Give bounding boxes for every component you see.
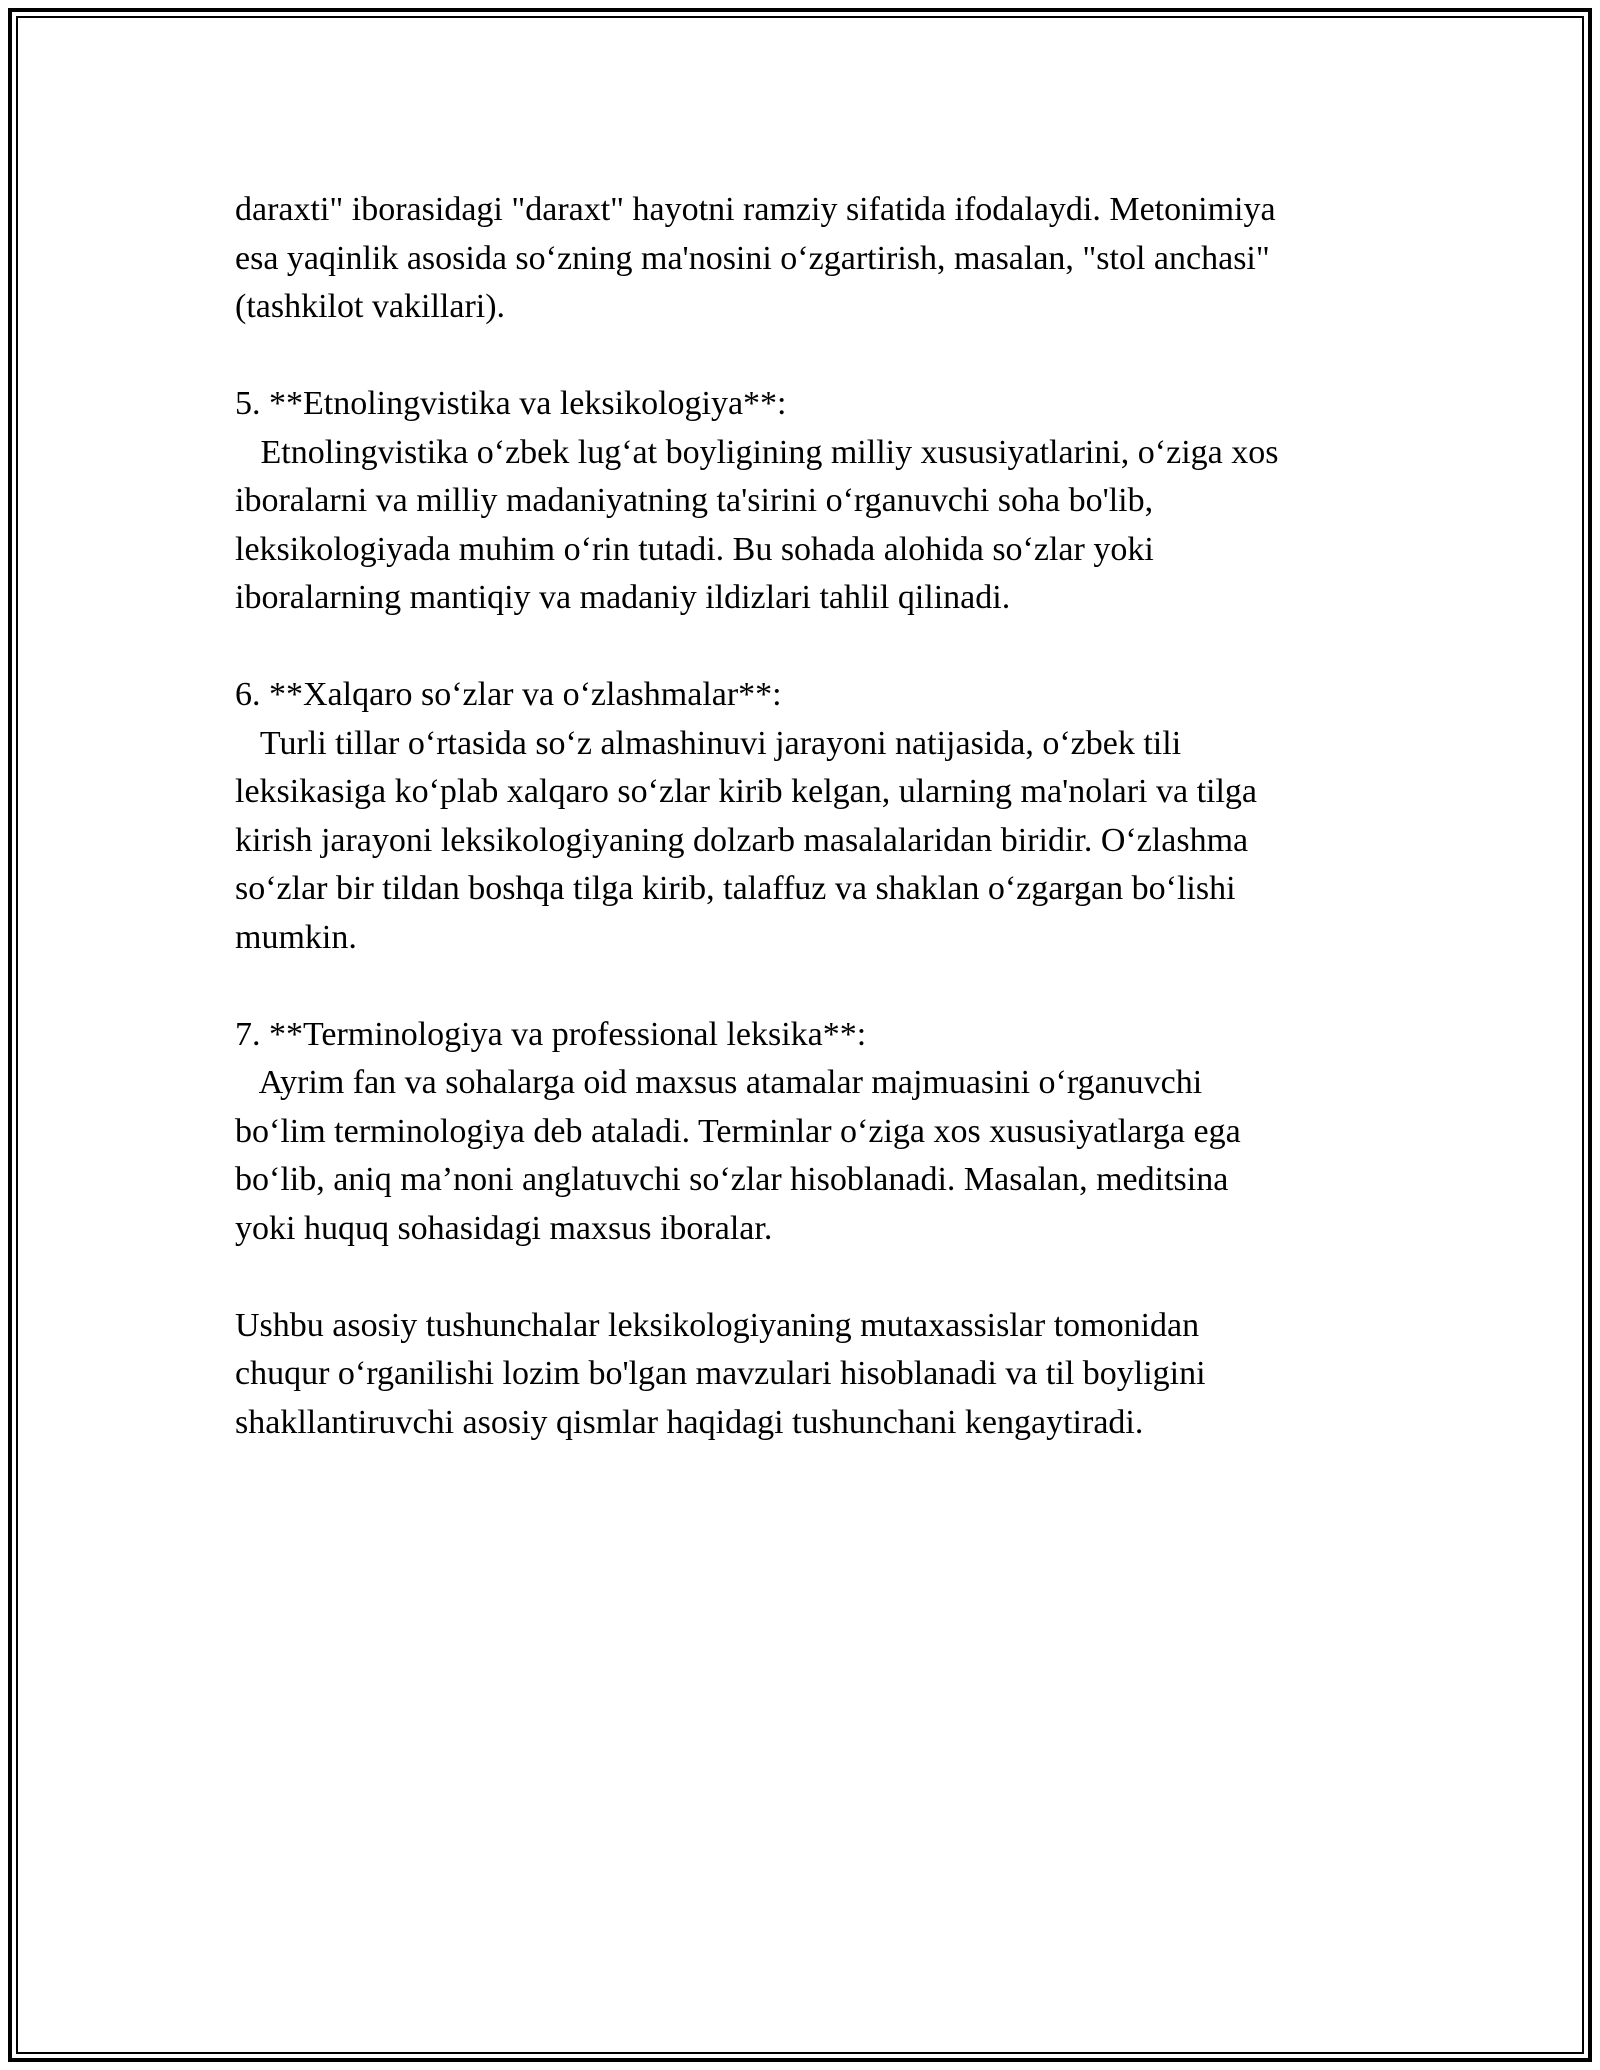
section-heading: 7. **Terminologiya va professional leksika**: [235, 1015, 867, 1053]
paragraph-line: daraxti" iborasidagi "daraxt" hayotni ramziy sifatida ifodalaydi. Metonimiya [235, 191, 1276, 228]
section-5 [235, 380, 1395, 623]
intro-paragraph [235, 186, 1395, 332]
paragraph-line: Ushbu asosiy tushunchalar leksikologiyaning mutaxassislar tomonidan [235, 1306, 1200, 1344]
paragraph-line: leksikologiyada muhim o‘rin tutadi. Bu sohada alohida so‘zlar yoki [235, 530, 1154, 568]
paragraph-line: Etnolingvistika o‘zbek lug‘at boyligining milliy xususiyatlarini, o‘ziga xos [235, 433, 1279, 471]
paragraph-line: chuqur o‘rganilishi lozim bo'lgan mavzulari hisoblanadi va til boyligini [235, 1355, 1206, 1392]
paragraph-line: kirish jarayoni leksikologiyaning dolzarb masalalaridan biridir. O‘zlashma [235, 821, 1249, 859]
paragraph-line: Turli tillar o‘rtasida so‘z almashinuvi jarayoni natijasida, o‘zbek tili [235, 724, 1182, 762]
section-7 [235, 1011, 1395, 1254]
section-heading: 5. **Etnolingvistika va leksikologiya**: [235, 385, 787, 422]
paragraph-line: (tashkilot vakillari). [235, 288, 506, 325]
paragraph-line: Ayrim fan va sohalarga oid maxsus atamalar majmuasini o‘rganuvchi [235, 1064, 1203, 1101]
paragraph-line: yoki huquq sohasidagi maxsus iboralar. [235, 1209, 773, 1247]
paragraph-line: iboralarni va milliy madaniyatning ta'sirini o‘rganuvchi soha bo'lib, [235, 482, 1154, 519]
paragraph-line: mumkin. [235, 918, 357, 956]
document-body [235, 186, 1395, 1496]
paragraph-line: esa yaqinlik asosida so‘zning ma'nosini o‘zgartirish, masalan, "stol anchasi" [235, 239, 1270, 277]
paragraph-line: leksikasiga ko‘plab xalqaro so‘zlar kirib kelgan, ularning ma'nolari va tilga [235, 773, 1258, 810]
paragraph-line: shakllantiruvchi asosiy qismlar haqidagi tushunchani kengaytiradi. [235, 1403, 1144, 1441]
paragraph-line: iboralarning mantiqiy va madaniy ildizlari tahlil qilinadi. [235, 579, 1011, 616]
paragraph-line: so‘zlar bir tildan boshqa tilga kirib, talaffuz va shaklan o‘zgargan bo‘lishi [235, 870, 1236, 907]
paragraph-line: bo‘lib, aniq ma’noni anglatuvchi so‘zlar hisoblanadi. Masalan, meditsina [235, 1161, 1229, 1198]
conclusion-paragraph [235, 1302, 1395, 1448]
paragraph-line: bo‘lim terminologiya deb ataladi. Terminlar o‘ziga xos xususiyatlarga ega [235, 1112, 1241, 1150]
section-heading: 6. **Xalqaro so‘zlar va o‘zlashmalar**: [235, 676, 782, 713]
section-6 [235, 671, 1395, 962]
